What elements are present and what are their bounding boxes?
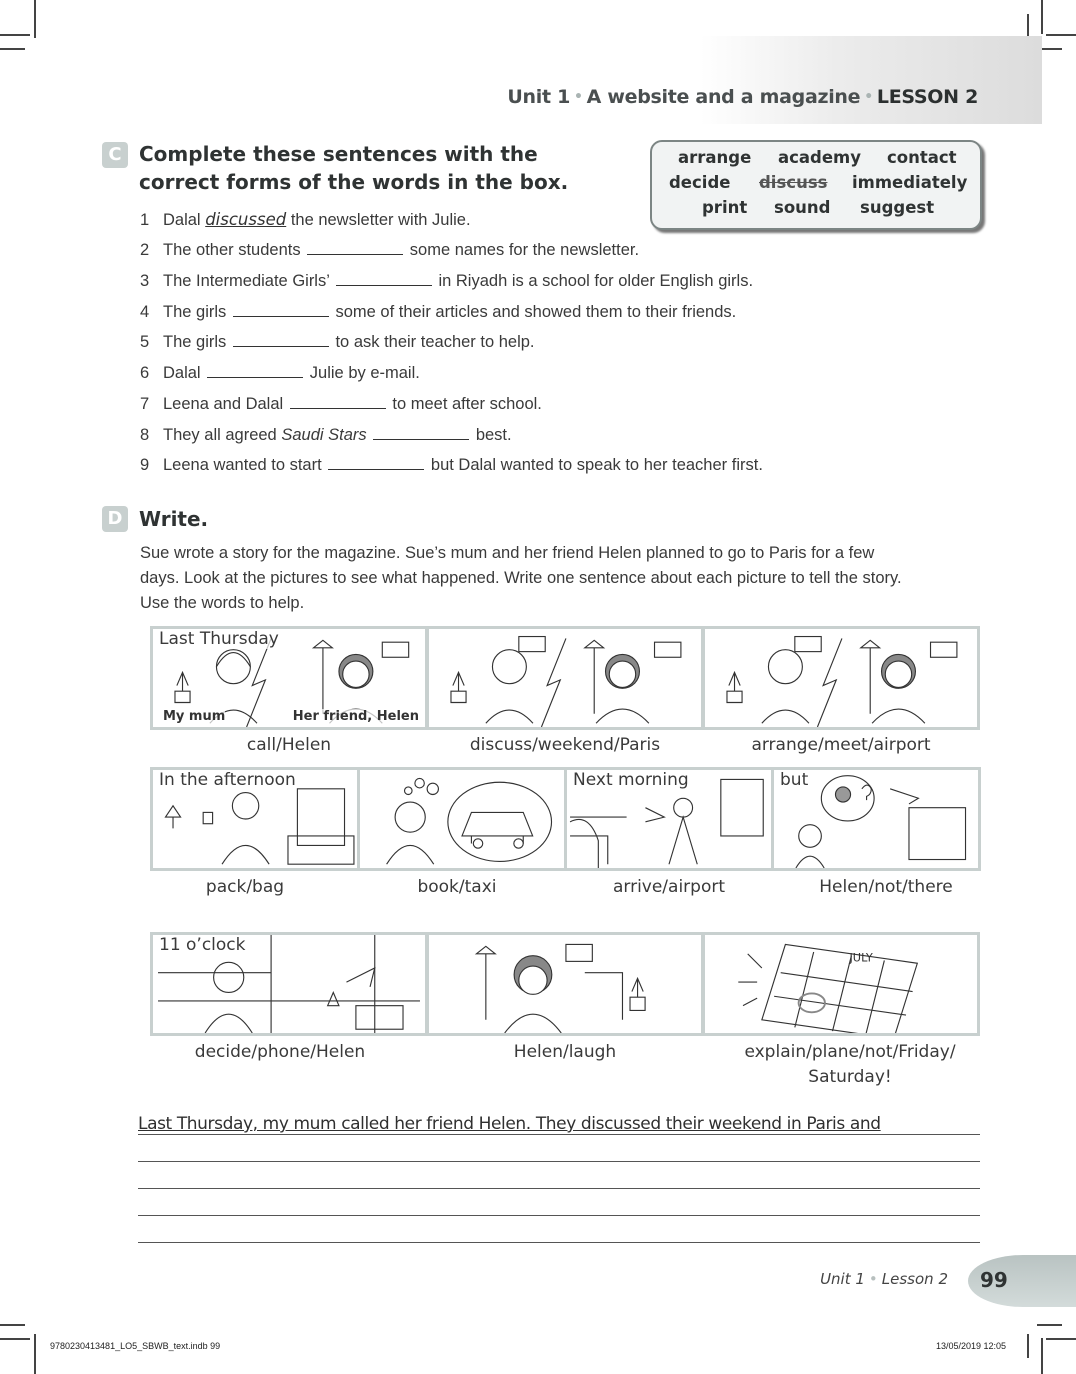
picture-clue: Helen/not/there <box>819 877 953 897</box>
writing-line[interactable] <box>138 1242 980 1243</box>
item-text: the newsletter with Julie. <box>290 211 471 229</box>
item-text: Julie by e-mail. <box>309 364 420 382</box>
page-header <box>507 86 978 108</box>
crop-mark <box>1027 14 1029 38</box>
item-text: Leena wanted to start <box>163 456 322 474</box>
picture-panel-9 <box>426 932 704 1036</box>
page-number: 99 <box>980 1268 1008 1292</box>
taxi-thought-illustration <box>360 770 564 868</box>
footer-unit: Unit 1 <box>820 1270 865 1288</box>
writing-line[interactable] <box>138 1134 980 1135</box>
item-text: Leena and Dalal <box>163 395 284 413</box>
picture-panel-8 <box>150 932 428 1036</box>
item-text: to meet after school. <box>392 395 542 413</box>
header-band <box>700 36 1042 124</box>
page-footer <box>820 1270 948 1288</box>
picture-panel-3 <box>702 626 980 730</box>
answer-blank[interactable] <box>290 394 386 409</box>
answer-blank[interactable] <box>328 455 424 470</box>
picture-panel-5 <box>357 767 567 871</box>
item-text: some names for the newsletter. <box>409 241 640 259</box>
exercise-item <box>140 332 535 352</box>
section-c-badge: C <box>102 142 128 168</box>
exercise-item <box>140 302 736 322</box>
writing-line[interactable] <box>138 1215 980 1216</box>
crop-mark <box>1041 0 1043 34</box>
item-number: 7 <box>140 395 150 413</box>
word: academy <box>778 148 861 167</box>
picture-clue <box>720 1040 980 1090</box>
word: immediately <box>852 173 968 192</box>
picture-panel-4 <box>150 767 360 871</box>
crop-mark <box>0 1338 30 1340</box>
exercise-item <box>140 210 471 230</box>
answer-blank[interactable] <box>373 425 469 440</box>
section-d-badge: D <box>102 506 128 532</box>
header-lesson: LESSON 2 <box>876 86 978 108</box>
answer-blank[interactable] <box>233 332 329 347</box>
crop-mark <box>34 1334 36 1374</box>
crop-mark <box>34 0 36 38</box>
item-text: The girls <box>163 333 227 351</box>
item-number: 3 <box>140 272 150 290</box>
picture-clue: arrive/airport <box>612 877 726 897</box>
item-number: 5 <box>140 333 150 351</box>
picture-label: My mum <box>163 709 226 724</box>
item-text: Dalal <box>163 211 201 229</box>
calendar-illustration <box>705 935 977 1033</box>
item-text: The other students <box>163 241 301 259</box>
section-d-instruction: Write. <box>139 507 209 531</box>
word: contact <box>887 148 957 167</box>
picture-label: Her friend, Helen <box>292 709 419 724</box>
separator-dot: • <box>864 89 873 105</box>
picture-caption: Next morning <box>573 770 689 790</box>
picture-caption: In the afternoon <box>159 770 296 790</box>
picture-caption: Last Thursday <box>159 629 279 649</box>
separator-dot: • <box>868 1270 878 1288</box>
word: print <box>702 198 748 217</box>
item-number: 2 <box>140 241 150 259</box>
section-d-intro <box>140 541 985 616</box>
picture-panel-10 <box>702 932 980 1036</box>
item-text: some of their articles and showed them to their friends. <box>335 303 737 321</box>
instruction-line: Complete these sentences with the <box>139 142 538 166</box>
word: suggest <box>860 198 935 217</box>
example-answer: Last Thursday, my mum called her friend Helen. They discussed their weekend in Paris and <box>138 1114 881 1134</box>
word: arrange <box>678 148 752 167</box>
item-text: The girls <box>163 303 227 321</box>
footer-lesson: Lesson 2 <box>881 1270 948 1288</box>
writing-line[interactable] <box>138 1161 980 1162</box>
answer-blank[interactable] <box>336 271 432 286</box>
crop-mark <box>1046 34 1076 36</box>
picture-panel-6 <box>564 767 774 871</box>
picture-clue: arrange/meet/airport <box>751 735 931 755</box>
header-unit: Unit 1 <box>507 86 570 108</box>
picture-panel-7 <box>771 767 981 871</box>
picture-panel-1 <box>150 626 428 730</box>
phone-call-illustration <box>705 629 977 727</box>
word: sound <box>774 198 831 217</box>
crop-mark <box>1046 1338 1076 1340</box>
picture-clue: call/Helen <box>246 735 332 755</box>
exercise-item <box>140 240 639 260</box>
picture-clue: discuss/weekend/Paris <box>469 735 661 755</box>
item-number: 1 <box>140 211 150 229</box>
intro-line: Use the words to help. <box>140 594 305 612</box>
clue-line: Saturday! <box>808 1067 892 1087</box>
print-slug-file: 9780230413481_LO5_SBWB_text.indb 99 <box>50 1341 221 1351</box>
header-title: A website and a magazine <box>586 86 861 108</box>
item-number: 8 <box>140 426 150 444</box>
picture-caption: but <box>780 770 809 790</box>
exercise-item <box>140 271 753 291</box>
answer-field[interactable]: discussed <box>205 210 287 229</box>
item-number: 4 <box>140 303 150 321</box>
picture-clue: Helen/laugh <box>513 1042 617 1062</box>
answer-blank[interactable] <box>307 240 403 255</box>
exercise-item <box>140 455 763 475</box>
picture-panel-2 <box>426 626 704 730</box>
exercise-item <box>140 394 542 414</box>
exercise-item <box>140 363 420 383</box>
magazine-name: Saudi Stars <box>281 426 367 444</box>
crop-mark <box>1041 1338 1043 1374</box>
item-number: 9 <box>140 456 150 474</box>
helen-laughing-illustration <box>429 935 701 1033</box>
crop-mark <box>1037 1324 1062 1326</box>
picture-clue: pack/bag <box>205 877 285 897</box>
clue-line: explain/plane/not/Friday/ <box>744 1042 956 1062</box>
section-c-instruction <box>139 140 568 196</box>
intro-line: days. Look at the pictures to see what happened. Write one sentence about each picture to tell the story. <box>140 569 902 587</box>
picture-caption: 11 o’clock <box>159 935 246 955</box>
intro-line: Sue wrote a story for the magazine. Sue’s mum and her friend Helen planned to go to Paris for a few <box>140 544 875 562</box>
answer-blank[interactable] <box>233 302 329 317</box>
item-text: best. <box>475 426 512 444</box>
item-number: 6 <box>140 364 150 382</box>
writing-line[interactable] <box>138 1188 980 1189</box>
answer-blank[interactable] <box>207 363 303 378</box>
crop-mark <box>0 1324 25 1326</box>
crop-mark <box>1027 1334 1029 1358</box>
separator-dot: • <box>574 89 583 105</box>
picture-clue: book/taxi <box>417 877 497 897</box>
calendar-month: JULY <box>849 951 873 965</box>
crop-mark <box>0 34 30 36</box>
crop-mark <box>0 48 25 50</box>
word: decide <box>669 173 731 192</box>
item-text: They all agreed <box>163 426 277 444</box>
item-text: The Intermediate Girls’ <box>163 272 330 290</box>
item-text: to ask their teacher to help. <box>335 333 535 351</box>
word-box <box>650 140 982 230</box>
item-text: but Dalal wanted to speak to her teacher first. <box>430 456 763 474</box>
picture-clue: decide/phone/Helen <box>194 1042 366 1062</box>
instruction-line: correct forms of the words in the box. <box>139 170 569 194</box>
print-slug-datetime: 13/05/2019 12:05 <box>936 1341 1007 1351</box>
exercise-item <box>140 425 512 445</box>
item-text: in Riyadh is a school for older English girls. <box>438 272 754 290</box>
item-text: Dalal <box>163 364 201 382</box>
word-crossed-out: discuss <box>759 173 828 192</box>
phone-call-illustration <box>429 629 701 727</box>
